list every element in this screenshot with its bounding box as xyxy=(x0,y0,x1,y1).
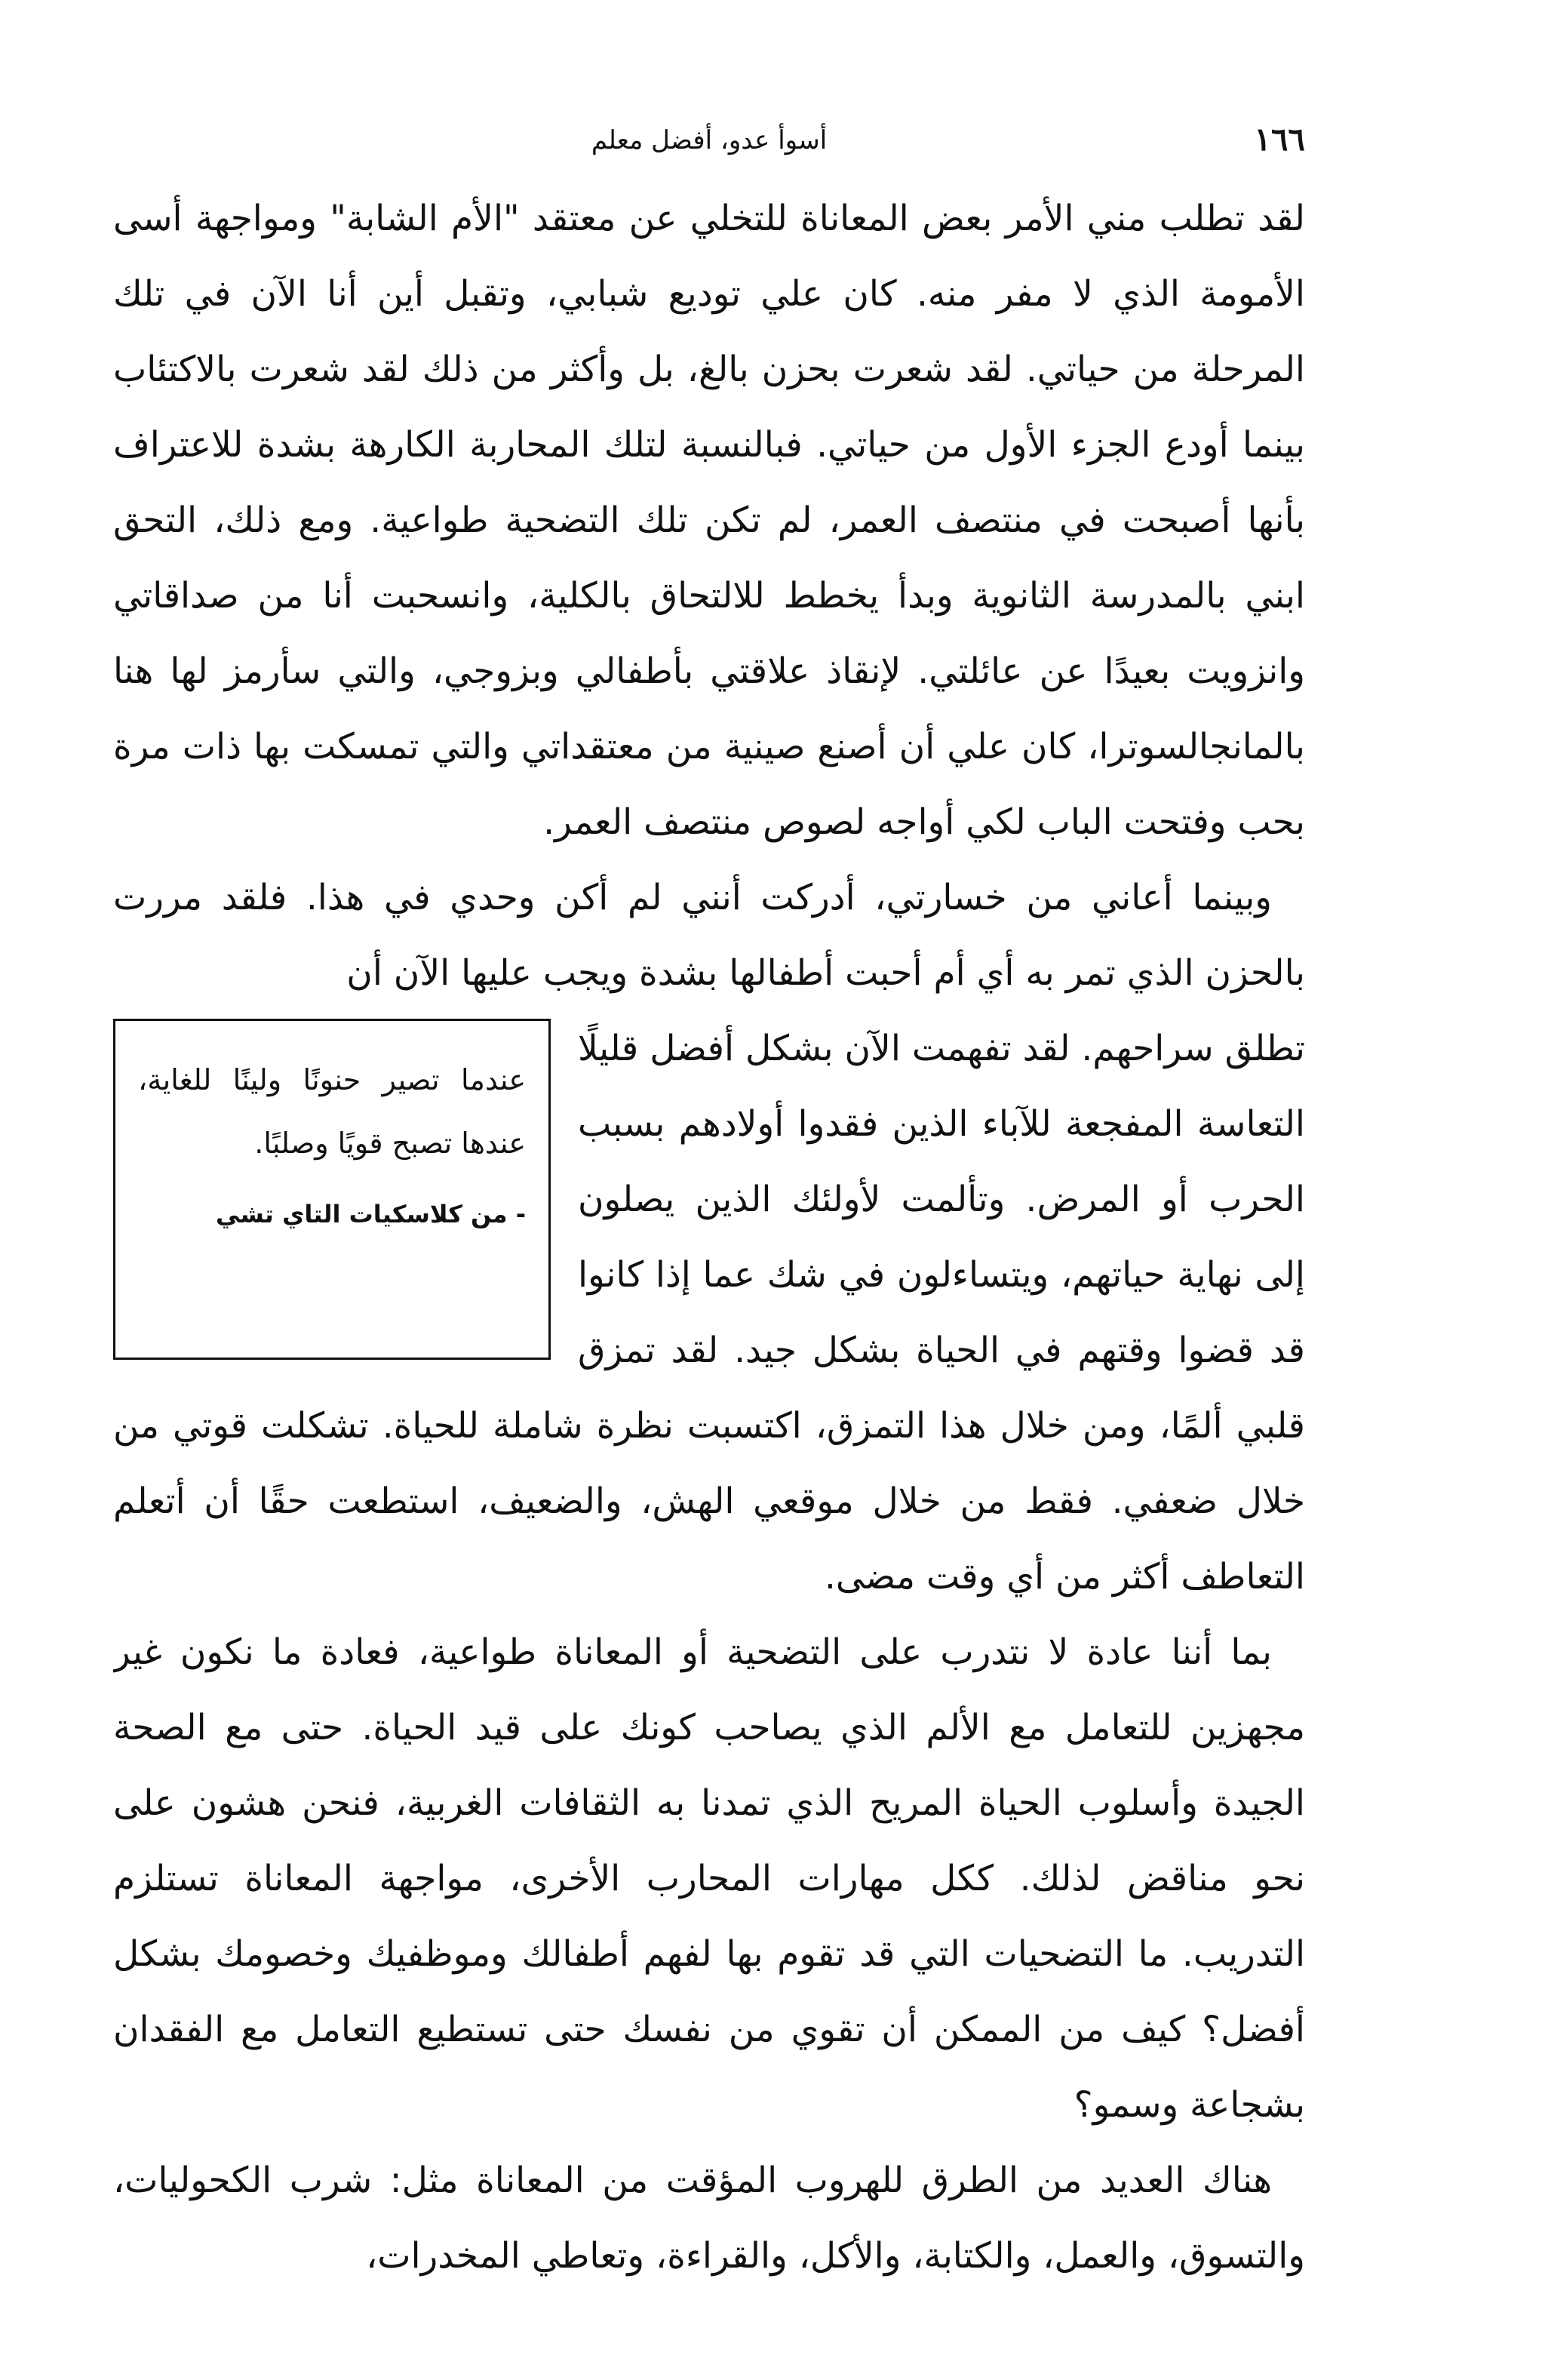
paragraph-2-rest: تطلق سراحهم. لقد تفهمت الآن بشكل أفضل قليلًا التعاسة المفجعة للآباء الذين فقدوا أولادهم بسبب الحرب أو المرض. وتألمت لأولئك الذين يصلون إلى نهاية حياتهم، ويتساءلون في شك عما إذا كانوا قد قضوا وقتهم في الحياة بشكل جيد. لقد تمزق قلبي ألمًا، ومن خلال هذا التمزق، اكتسبت نظرة شاملة للحياة. تشكلت قوتي من خلال ضعفي. فقط من خلال موقعي الهش، والضعيف، استطعت حقًا أن أتعلم التعاطف أكثر من أي وقت مضى. xyxy=(113,1028,1305,1597)
paragraph-2 xyxy=(113,860,1305,1011)
paragraph-4: هناك العديد من الطرق للهروب المؤقت من المعاناة مثل: شرب الكحوليات، والتسوق، والعمل، والكتابة، والأكل، والقراءة، وتعاطي المخدرات، xyxy=(113,2160,1305,2277)
body-text xyxy=(113,181,1305,2279)
page-number: ١٦٦ xyxy=(1254,121,1305,158)
paragraph-2-lead: وبينما أعاني من خسارتي، أدركت أنني لم أكن وحدي في هذا. فلقد مررت بالحزن الذي تمر به أي أم أحبت أطفالها بشدة ويجب عليها الآن أن xyxy=(113,877,1305,994)
pullquote-text: عندما تصير حنونًا ولينًا للغاية، عندها تصبح قويًا وصلبًا. xyxy=(138,1063,526,1160)
book-page xyxy=(113,121,1305,2279)
paragraph-1: لقد تطلب مني الأمر بعض المعاناة للتخلي عن معتقد "الأم الشابة" ومواجهة أسى الأمومة الذي لا مفر منه. كان علي توديع شبابي، وتقبل أين أنا الآن في تلك المرحلة من حياتي. لقد شعرت بحزن بالغ، بل وأكثر من ذلك لقد شعرت بالاكتئاب بينما أودع الجزء الأول من حياتي. فبالنسبة لتلك المحاربة الكارهة بشدة للاعتراف بأنها أصبحت في منتصف العمر، لم تكن تلك التضحية طواعية. ومع ذلك، التحق ابني بالمدرسة الثانوية وبدأ يخطط للالتحاق بالكلية، وانسحبت أنا من صداقاتي وانزويت بعيدًا عن عائلتي. لإنقاذ علاقتي بأطفالي وبزوجي، والتي سأرمز لها هنا بالمانجالسوترا، كان علي أن أصنع صينية من معتقداتي والتي تمسكت بها ذات مرة بحب وفتحت الباب لكي أواجه لصوص منتصف العمر. xyxy=(113,198,1305,843)
pullquote-source: - من كلاسكيات التاي تشي xyxy=(215,1200,526,1228)
book-title: أسوأ عدو، أفضل معلم xyxy=(591,125,828,155)
paragraph-3: بما أننا عادة لا نتدرب على التضحية أو المعاناة طواعية، فعادة ما نكون غير مجهزين للتعامل مع الألم الذي يصاحب كونك على قيد الحياة. حتى مع الصحة الجيدة وأسلوب الحياة المريح الذي تمدنا به الثقافات الغربية، فنحن هشون على نحو مناقض لذلك. ككل مهارات المحارب الأخرى، مواجهة المعاناة تستلزم التدريب. ما التضحيات التي قد تقوم بها لفهم أطفالك وموظفيك وخصومك بشكل أفضل؟ كيف من الممكن أن تقوي من نفسك حتى تستطيع التعامل مع الفقدان بشجاعة وسمو؟ xyxy=(113,1631,1305,2126)
running-head xyxy=(113,121,1305,181)
pullquote-box xyxy=(113,1019,551,1360)
